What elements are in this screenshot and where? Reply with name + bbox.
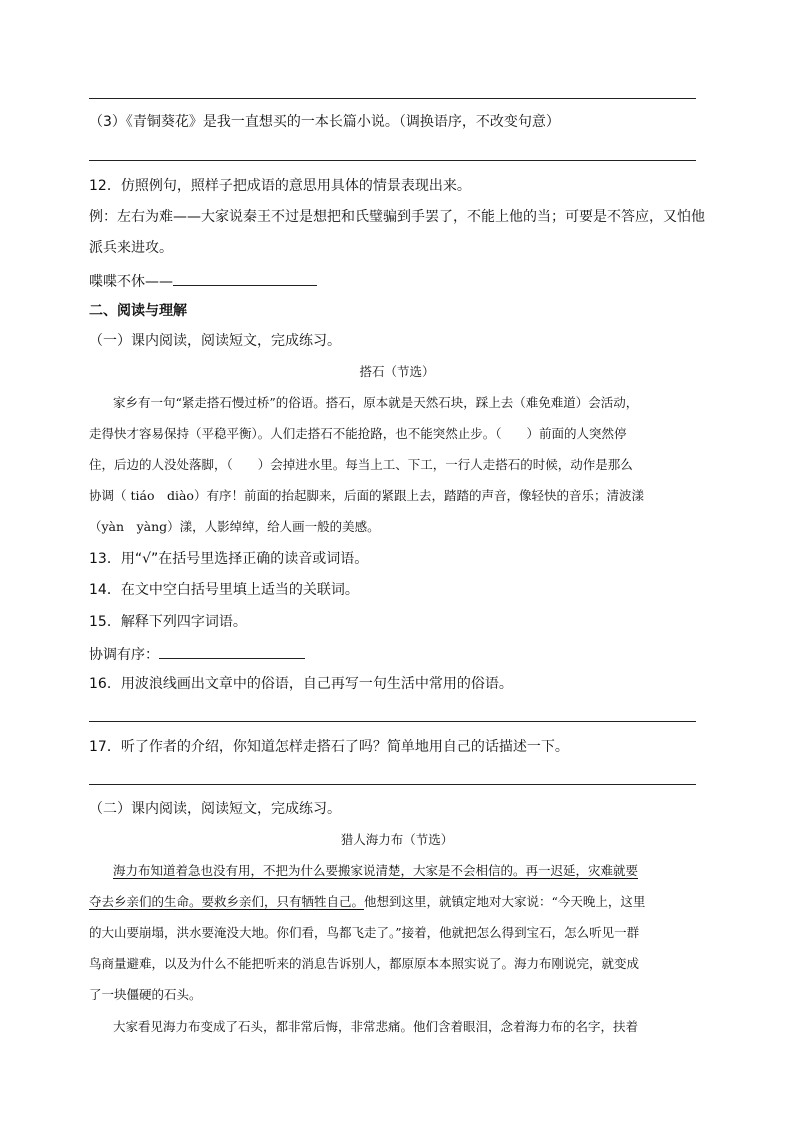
passage-1-line: 协调（ tiáo diào）有序！前面的抬起脚来，后面的紧跟上去，踏踏的声音，像轻快的音乐；清波漾 [89, 488, 644, 503]
answer-line [89, 98, 696, 99]
passage-1-line: （yàn yàng）漾，人影绰绰，给人画一般的美感。 [89, 519, 380, 534]
passage-2-line: 的大山要崩塌，洪水要淹没大地。你们看，鸟都飞走了。”接着，他就把怎么得到宝石，怎么听见一群 [89, 925, 640, 940]
question-12-example: 例：左右为难——大家说秦王不过是想把和氏璧骗到手罢了，不能上他的当；可要是不答应，又怕他 [89, 209, 705, 225]
question-15-item-label: 协调有序： [89, 647, 159, 663]
passage-1-line: 住，后边的人没处落脚，（ ）会掉进水里。每当上工、下工，一行人走搭石的时候，动作是那么 [89, 457, 633, 472]
answer-line [89, 160, 696, 161]
question-14: 14．在文中空白括号里填上适当的关联词。 [89, 582, 359, 598]
question-13: 13．用“√”在括号里选择正确的读音或词语。 [89, 551, 369, 567]
section-2-heading: 二、阅读与理解 [89, 303, 187, 319]
question-12-item [89, 270, 317, 292]
passage-2-line [89, 892, 645, 912]
question-12: 12．仿照例句，照样子把成语的意思用具体的情景表现出来。 [89, 178, 471, 194]
passage-2-line: 鸟商量避难，以及为什么不能把听来的消息告诉别人，都原原本本照实说了。海力布刚说完，就变成 [89, 956, 640, 971]
passage-1-line: 走得快才容易保持（平稳平衡）。人们走搭石不能抢路，也不能突然止步。（ ）前面的人突然停 [89, 426, 627, 441]
answer-line [89, 784, 696, 785]
answer-line [89, 721, 696, 722]
passage-2-text: 他想到这里，就镇定地对大家说：“今天晚上，这里 [364, 894, 646, 909]
underlined-text: 海力布知道着急也没有用，不把为什么要搬家说清楚，大家是不会相信的。再一迟延，灾难就要 [113, 863, 639, 878]
part-1-heading: （一）课内阅读，阅读短文，完成练习。 [89, 333, 341, 349]
question-15: 15．解释下列四字词语。 [89, 614, 247, 630]
passage-2-line: 大家看见海力布变成了石头，都非常后悔，非常悲痛。他们含着眼泪，念着海力布的名字，扶着 [113, 1019, 639, 1034]
passage-2-line: 了一块僵硬的石头。 [89, 987, 202, 1002]
underlined-text: 夺去乡亲们的生命。要救乡亲们，只有牺牲自己。 [89, 894, 365, 909]
question-16: 16．用波浪线画出文章中的俗语，自己再写一句生活中常用的俗语。 [89, 676, 513, 692]
answer-blank[interactable] [173, 270, 317, 286]
passage-2-title: 猎人海力布（节选） [340, 832, 454, 847]
question-17: 17．听了作者的介绍，你知道怎样走搭石了吗？简单地用自己的话描述一下。 [89, 739, 569, 755]
question-15-item [89, 643, 305, 665]
question-11-3: （3）《青铜葵花》是我一直想买的一本长篇小说。（调换语序，不改变句意） [89, 114, 560, 130]
question-12-item-label: 喋喋不休—— [89, 274, 173, 290]
passage-1-title: 搭石（节选） [359, 364, 435, 379]
passage-1-line: 家乡有一句“紧走搭石慢过桥”的俗语。搭石，原本就是天然石块，踩上去（难免难道）会活动， [113, 395, 639, 410]
question-12-example-cont: 派兵来进攻。 [89, 240, 173, 256]
part-2-heading: （二）课内阅读，阅读短文，完成练习。 [89, 801, 341, 817]
passage-2-line [113, 861, 638, 881]
answer-blank[interactable] [159, 643, 305, 659]
